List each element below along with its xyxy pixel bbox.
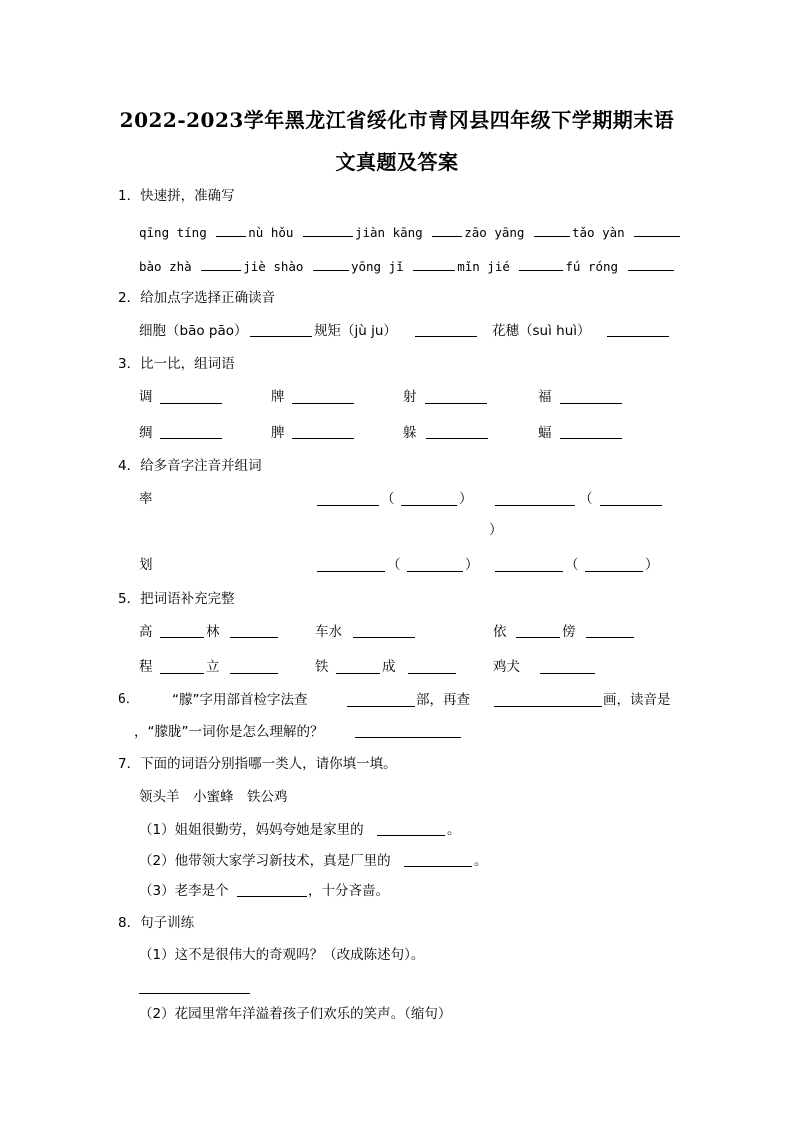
question-7-word-bank: 领头羊 小蜜蜂 铁公鸡 xyxy=(139,789,288,805)
question-7-sentence-3: （3）老李是个 xyxy=(139,883,229,899)
idiom-char: 铁 xyxy=(315,659,329,675)
answer-blank[interactable] xyxy=(495,505,575,506)
answer-blank[interactable] xyxy=(336,673,380,674)
answer-blank[interactable] xyxy=(160,438,222,439)
answer-blank[interactable] xyxy=(540,673,595,674)
question-2-option-1: 细胞（bāo pāo） xyxy=(139,323,248,339)
answer-blank[interactable] xyxy=(408,673,456,674)
char-item: 福 xyxy=(538,389,552,405)
question-1-row-1 xyxy=(139,222,682,242)
pinyin-item: mǐn jié xyxy=(457,259,510,274)
question-1-row-2 xyxy=(139,256,676,276)
answer-blank[interactable] xyxy=(160,403,222,404)
answer-blank[interactable] xyxy=(401,505,457,506)
answer-blank[interactable] xyxy=(586,637,634,638)
idiom-char: 鸡犬 xyxy=(493,659,520,675)
answer-blank[interactable] xyxy=(628,256,674,271)
question-4-heading: 4．给多音字注音并组词 xyxy=(118,458,262,474)
answer-blank[interactable] xyxy=(292,403,354,404)
answer-blank[interactable] xyxy=(426,438,488,439)
pinyin-item: fú róng xyxy=(565,259,619,274)
pinyin-item: bào zhà xyxy=(139,259,192,274)
answer-blank[interactable] xyxy=(313,256,349,271)
answer-blank[interactable] xyxy=(585,571,643,572)
answer-blank[interactable] xyxy=(292,438,354,439)
pinyin-item: jiàn kāng xyxy=(354,225,423,240)
idiom-char: 高 xyxy=(139,624,153,640)
idiom-char: 成 xyxy=(382,659,396,675)
answer-blank[interactable] xyxy=(425,403,487,404)
answer-blank[interactable] xyxy=(230,673,278,674)
answer-blank[interactable] xyxy=(494,706,602,707)
answer-blank[interactable] xyxy=(534,222,570,237)
question-7-sentence-1: （1）姐姐很勤劳，妈妈夸她是家里的 xyxy=(139,822,364,838)
answer-blank[interactable] xyxy=(160,637,204,638)
idiom-char: 依 xyxy=(493,624,507,640)
paren-close: ） xyxy=(465,557,479,573)
polyphone-char: 率 xyxy=(139,491,153,507)
answer-blank[interactable] xyxy=(404,866,472,867)
page-title-line-2: 文真题及答案 xyxy=(335,150,459,174)
pinyin-item: zāo yāng xyxy=(464,225,525,240)
idiom-char: 程 xyxy=(139,659,153,675)
answer-blank[interactable] xyxy=(413,256,455,271)
paren-open: （ xyxy=(387,557,401,573)
answer-line[interactable] xyxy=(139,993,250,994)
char-item: 脾 xyxy=(271,425,285,441)
answer-blank[interactable] xyxy=(160,673,204,674)
paren-open: （ xyxy=(565,557,579,573)
char-item: 牌 xyxy=(271,389,285,405)
question-1-heading: 1．快速拼，准确写 xyxy=(118,188,235,204)
question-8-sentence-2: （2）花园里常年洋溢着孩子们欢乐的笑声。（缩句） xyxy=(139,1006,452,1022)
question-2-heading: 2．给加点字选择正确读音 xyxy=(118,290,276,306)
question-6-text-1: “朦”字用部首检字法查 xyxy=(172,692,308,708)
answer-blank[interactable] xyxy=(495,571,563,572)
period: 。 xyxy=(474,853,488,869)
char-item: 射 xyxy=(403,389,417,405)
answer-blank[interactable] xyxy=(560,403,622,404)
question-6-text-2: 部，再查 xyxy=(416,692,470,708)
answer-blank[interactable] xyxy=(317,571,385,572)
pinyin-item: tǎo yàn xyxy=(571,225,625,240)
answer-blank[interactable] xyxy=(201,256,241,271)
answer-blank[interactable] xyxy=(407,571,463,572)
polyphone-char: 划 xyxy=(139,557,153,573)
answer-blank[interactable] xyxy=(560,438,622,439)
answer-blank[interactable] xyxy=(353,637,415,638)
answer-blank[interactable] xyxy=(237,896,307,897)
answer-blank[interactable] xyxy=(216,222,246,237)
answer-blank[interactable] xyxy=(519,256,563,271)
idiom-char: 车水 xyxy=(315,624,342,640)
answer-blank[interactable] xyxy=(600,505,662,506)
idiom-char: 傍 xyxy=(562,624,576,640)
paren-open: （ xyxy=(579,491,593,507)
page-title-line-1: 2022-2023学年黑龙江省绥化市青冈县四年级下学期期末语 xyxy=(119,108,675,132)
paren-close: ） xyxy=(459,491,473,507)
question-8-sentence-1: （1）这不是很伟大的奇观吗？（改成陈述句）。 xyxy=(139,947,425,963)
question-2-option-2: 规矩（jù ju） xyxy=(314,323,397,339)
question-7-sentence-2: （2）他带领大家学习新技术，真是厂里的 xyxy=(139,853,391,869)
paren-close: ） xyxy=(489,522,503,538)
idiom-char: 立 xyxy=(206,659,220,675)
answer-blank[interactable] xyxy=(347,706,415,707)
question-2-option-3: 花穗（suì huì） xyxy=(492,323,591,339)
question-6-text-3: 画，读音是 xyxy=(603,692,671,708)
char-item: 调 xyxy=(139,389,153,405)
pinyin-item: jiè shào xyxy=(243,259,304,274)
answer-blank[interactable] xyxy=(230,637,278,638)
question-6-text-4: ，“朦胧”一词你是怎么理解的？ xyxy=(134,724,324,740)
answer-blank[interactable] xyxy=(317,505,379,506)
period: 。 xyxy=(447,822,461,838)
paren-open: （ xyxy=(381,491,395,507)
pinyin-item: nù hǒu xyxy=(248,225,294,240)
char-item: 躲 xyxy=(403,425,417,441)
paren-close: ） xyxy=(645,557,659,573)
answer-blank[interactable] xyxy=(303,222,353,237)
question-3-heading: 3．比一比，组词语 xyxy=(118,356,235,372)
char-item: 绸 xyxy=(139,425,153,441)
question-5-heading: 5．把词语补充完整 xyxy=(118,591,235,607)
question-8-heading: 8．句子训练 xyxy=(118,915,195,931)
question-6-number: 6． xyxy=(118,692,139,707)
char-item: 蝠 xyxy=(538,425,552,441)
idiom-char: 林 xyxy=(206,624,220,640)
answer-blank[interactable] xyxy=(607,336,669,337)
answer-blank[interactable] xyxy=(634,222,680,237)
answer-blank[interactable] xyxy=(377,835,445,836)
answer-blank[interactable] xyxy=(250,336,312,337)
answer-blank[interactable] xyxy=(432,222,462,237)
question-7-sentence-3-end: ，十分吝啬。 xyxy=(308,883,389,899)
pinyin-item: yōng jǐ xyxy=(350,259,404,274)
question-7-heading: 7．下面的词语分别指哪一类人，请你填一填。 xyxy=(118,756,397,772)
pinyin-item: qīng tíng xyxy=(139,225,207,240)
answer-blank[interactable] xyxy=(415,336,477,337)
answer-blank[interactable] xyxy=(516,637,560,638)
answer-blank[interactable] xyxy=(355,737,461,738)
